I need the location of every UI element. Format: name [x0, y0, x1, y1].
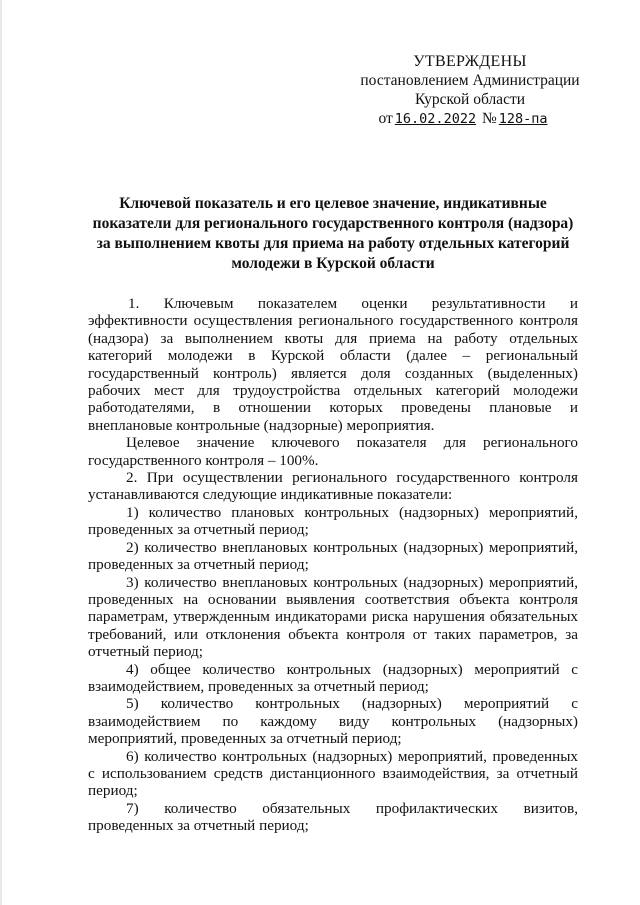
approval-date-line: [355, 109, 585, 129]
list-item-6: 6) количество контрольных (надзорных) мероприятий, проведенных с использованием средств дистанционного взаимодействия, за отчетный период;: [88, 747, 578, 800]
list-item-7: 7) количество обязательных профилактических визитов, проведенных за отчетный период;: [88, 799, 578, 835]
paragraph-target-value: Целевое значение ключевого показателя для регионального государственного контроля – 100%.: [88, 434, 578, 469]
approval-line-2: Курской области: [414, 91, 526, 108]
approval-stamp-block: [355, 52, 585, 129]
list-item-1: 1) количество плановых контрольных (надзорных) мероприятий, проведенных за отчетный период;: [88, 503, 578, 539]
decree-number: 128-па: [498, 111, 548, 127]
document-title: Ключевой показатель и его целевое значение, индикативные показатели для регионального государственного контроля (надзора) за выполнением квоты для приема на работу отдельных категорий молодежи в Курской области: [92, 195, 574, 272]
paragraph-key-indicator: 1. Ключевым показателем оценки результативности и эффективности осуществления регионального государственного контроля (надзора) за выполнением квоты для приема на работу отдельных категорий молодежи в Курской области (далее – региональный государственный контроль) является доля созданных (выделенных) рабочих мест для трудоустройства отдельных категорий молодежи работодателями, в отношении которых проведены плановые и внеплановые контрольные (надзорные) мероприятия.: [88, 295, 578, 434]
date-prefix: от: [378, 110, 393, 127]
list-item-3: 3) количество внеплановых контрольных (надзорных) мероприятий, проведенных на основании выявления соответствия объекта контроля параметрам, утвержденным индикаторами риска нарушения обязательных требований, или отклонения объекта контроля от таких параметров, за отчетный период;: [88, 573, 578, 661]
approval-heading: УТВЕРЖДЕНЫ: [413, 53, 527, 70]
approval-line-1: постановлением Администрации: [360, 72, 580, 89]
list-item-5: 5) количество контрольных (надзорных) мероприятий с взаимодействием по каждому виду контрольных (надзорных) мероприятий, проведенных за отчетный период;: [88, 695, 578, 748]
document-body: [88, 295, 578, 835]
list-item-2: 2) количество внеплановых контрольных (надзорных) мероприятий, проведенных за отчетный период;: [88, 538, 578, 574]
scan-edge: [0, 0, 2, 905]
number-sign: №: [481, 110, 497, 127]
paragraph-indicative-intro: 2. При осуществлении регионального государственного контроля устанавливаются следующие индикативные показатели:: [88, 469, 578, 504]
decree-date: 16.02.2022: [394, 111, 477, 127]
list-item-4: 4) общее количество контрольных (надзорных) мероприятий с взаимодействием, проведенных за отчетный период;: [88, 660, 578, 695]
